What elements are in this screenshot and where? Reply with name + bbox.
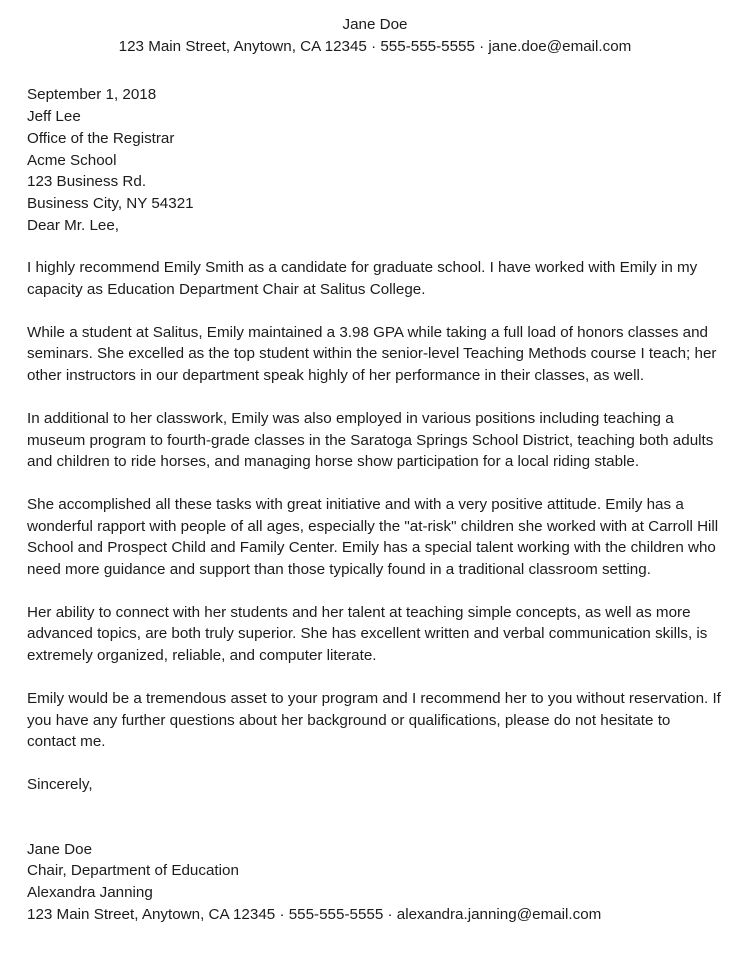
recipient-organization: Acme School [27,151,117,169]
signature-title: Chair, Department of Education [27,862,239,880]
body-paragraph-5: Her ability to connect with her students and her talent at teaching simple concepts, as well as more advanced topics, are both truly superior. She has excellent written and verbal communication skills, is extremely organized, reliable, and computer literate. [27,603,708,665]
body-paragraph-1: I highly recommend Emily Smith as a candidate for graduate school. I have worked with Emily in my capacity as Education Department Chair at Salitus College. [27,259,698,299]
signature-name: Jane Doe [27,840,93,858]
body-paragraph-3: In additional to her classwork, Emily was also employed in various positions including teaching a museum program to fourth-grade classes in the Saratoga Springs School District, teaching both adults and children to ride horses, and managing horse show participation for a local riding stable. [27,409,714,471]
closing-block [27,774,723,926]
recipient-office: Office of the Registrar [27,129,175,147]
body-paragraph-2: While a student at Salitus, Emily maintained a 3.98 GPA while taking a full load of honors classes and seminars. She excelled as the top student within the senior-level Teaching Methods course I teach; her other instructors in our department speak highly of her performance in their classes, as well. [27,323,717,385]
letterhead [27,14,723,57]
letter-date: September 1, 2018 [27,86,157,104]
recipient-city: Business City, NY 54321 [27,194,194,212]
sender-name: Jane Doe [342,16,408,33]
salutation: Dear Mr. Lee, [27,216,120,234]
recipient-street: 123 Business Rd. [27,173,147,191]
body-paragraph-6: Emily would be a tremendous asset to your program and I recommend her to you without reservation. If you have any further questions about her background or qualifications, please do not hesitate to contact me. [27,689,721,751]
sender-contact-line: 123 Main Street, Anytown, CA 12345 · 555-555-5555 · jane.doe@email.com [118,37,632,55]
signature-contact-line: 123 Main Street, Anytown, CA 12345 · 555-555-5555 · alexandra.janning@email.com [27,905,602,923]
recipient-name: Jeff Lee [27,108,81,126]
valediction: Sincerely, [27,775,93,793]
signature-alt-name: Alexandra Janning [27,884,153,902]
date-recipient-block [27,84,723,236]
body-paragraph-4: She accomplished all these tasks with great initiative and with a very positive attitude. Emily has a wonderful rapport with people of all ages, especially the "at-risk" children she worked with at Carroll Hill School and Prospect Child and Family Center. Emily has a special talent working with the children who need more guidance and support than those typically found in a traditional classroom setting. [27,495,719,579]
